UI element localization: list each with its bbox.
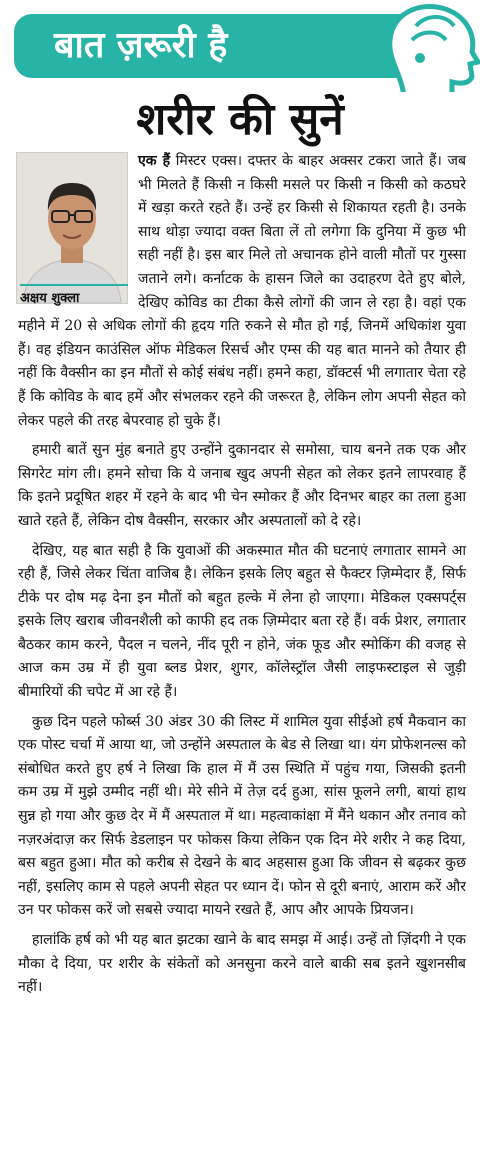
photo-spacer bbox=[18, 150, 130, 308]
paragraph-text: मिस्टर एक्स। दफ्तर के बाहर अक्सर टकरा जाते हैं। जब भी मिलते हैं किसी न किसी मसले पर किसी न किसी को कठघरे में खड़ा करते रहते हैं। उन्हें हर किसी से शिकायत रहती है। उनके साथ थोड़ा ज्यादा वक्त बिता लें तो लगेगा कि दुनिया में कुछ भी सही नहीं है। इस बार मिले तो अचानक होने वाली मौतों पर गुस्सा जताने लगे। कर्नाटक के हासन जिले का उदाहरण देते हुए बोले, देखिए कोविड का टीका कैसे लोगों की जान ले रहा है। वहां एक महीने में 20 से अधिक लोगों की हृदय गति रुकने से मौत हो गई, जिनमें अधिकांश युवा हैं। वह इंडियन काउंसिल ऑफ मेडिकल रिसर्च और एम्स की यह बात मानने को तैयार ही नहीं कि वैक्सीन का इन मौतों से कोई संबंध नहीं। हमने कहा, डॉक्टर्स भी लगातार चेता रहे हैं कि कोविड के बाद हमें और संभलकर रहने की जरूरत है, लेकिन लोग अपनी सेहत को लेकर पहले की तरह बेपरवाह हो चुके हैं। bbox=[18, 153, 466, 429]
article-paragraph: हमारी बातें सुन मुंह बनाते हुए उन्होंने दुकानदार से समोसा, चाय बनने तक एक और सिगरेट मांग ली। हमने सोचा कि ये जनाब खुद अपनी सेहत को लेकर इतने लापरवाह हैं कि इतने प्रदूषित शहर में रहने के बाद भी चेन स्मोकर हैं और दिनभर बाहर का तला हुआ खाते रहते हैं, लेकिन दोष वैक्सीन, सरकार और अस्पतालों को दे रहे। bbox=[18, 442, 466, 529]
article-paragraph: देखिए, यह बात सही है कि युवाओं की अकस्मात मौत की घटनाएं लगातार सामने आ रही हैं, जिसे लेकर चिंता वाजिब है। लेकिन इसके लिए बहुत से फैक्टर ज़िम्मेदार हैं, सिर्फ टीके पर दोष मढ़ देना इन मौतों को बहुत हल्के में लेना हो जाएगा। मेडिकल एक्सपर्ट्स इसके लिए खराब जीवनशैली को काफी हद तक ज़िम्मेदार बता रहे हैं। वर्क प्रेशर, लगातार बैठकर काम करने, पैदल न चलने, नींद पूरी न होने, जंक फूड और स्मोकिंग की वजह से आज कम उम्र में ही युवा ब्लड प्रेशर, शुगर, कॉलेस्ट्रॉल जैसी लाइफस्टाइल से जुड़ी बीमारियों की चपेट में आ रहे हैं। bbox=[18, 542, 466, 701]
lead-in: एक हैं bbox=[138, 153, 171, 169]
column-title: बात ज़रूरी है bbox=[54, 25, 228, 66]
head-silhouette-icon bbox=[360, 0, 480, 92]
article-paragraph: कुछ दिन पहले फोर्ब्स 30 अंडर 30 की लिस्ट में शामिल युवा सीईओ हर्ष मैकवान का एक पोस्ट चर्चा में आया था, जो उन्होंने अस्पताल के बेड से लिखा था। यंग प्रोफेशनल्स को संबोधित करते हुए हर्ष ने लिखा कि हाल में मैं उस स्थिति में पहुंच गया, जिसकी इतनी कम उम्र में मुझे उम्मीद नहीं थी। मेरे सीने में तेज़ दर्द हुआ, सांस फूलने लगी, बायां हाथ सुन्न हो गया और कुछ देर में मैं अस्पताल में था। महत्वाकांक्षा में मैंने थकान और तनाव को नज़रअंदाज़ कर सिर्फ डेडलाइन पर फोकस किया लेकिन एक दिन मेरे शरीर ने कह दिया, बस बहुत हुआ। मौत को करीब से देखने के बाद अहसास हुआ कि जीवन से बढ़कर कुछ नहीं, इसलिए काम से पहले अपनी सेहत पर ध्यान दें। फोन से दूरी बनाएं, आराम करें और उन पर फोकस करें जो सबसे ज्यादा मायने रखते हैं, आप और आपके प्रियजन। bbox=[18, 713, 466, 919]
column-banner bbox=[0, 0, 480, 92]
headline: शरीर की सुनें bbox=[136, 94, 344, 145]
article-paragraph: हालांकि हर्ष को भी यह बात झटका खाने के बाद समझ में आई। उन्हें तो ज़िंदगी ने एक मौका दे दिया, पर शरीर के संकेतों को अनसुना करने वाले बाकी सब इतने खुशनसीब नहीं। bbox=[18, 932, 466, 996]
article-body bbox=[18, 150, 466, 1006]
author-byline: अक्षय शुक्ला bbox=[20, 284, 128, 306]
